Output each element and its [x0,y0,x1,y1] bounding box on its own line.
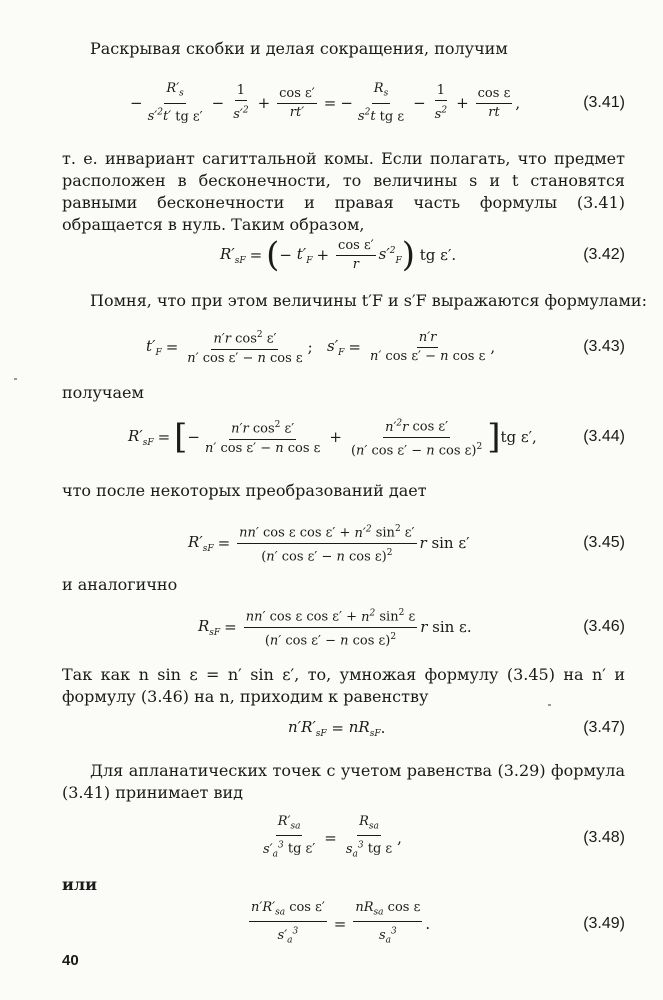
paragraph-multiply: Так как n sin ε = n′ sin ε′, то, умножая формулу (3.45) на n′ и формулу (3.46) на n, приходим к равенству [62,665,625,706]
equation-number: (3.49) [583,915,625,932]
equation-number: (3.44) [583,428,625,445]
paragraph-or: или [62,875,98,894]
page-number: 40 [62,952,79,969]
equation-3-44 [62,412,625,462]
equation-3-49 [62,898,625,950]
margin-mark [14,378,17,380]
equation-3-47 [62,706,625,750]
formula-3-44: $R'_{sF}$ = [ − $\frac{n'r \cos^2 \varepsilon'}{\text{n′ cos ε′ − n cos ε}}$ + $\frac{n'^2r \cos \varepsilon'}{(n' \cos \varepsilon' - n \cos \varepsilon)^2}$ ] tg ε′, [128,412,537,462]
formula-3-48: $\frac{R'_{sa}}{s'_a^3 tg \varepsilon'}$ = $\frac{R_{sa}}{s_a^3 tg \varepsilon}$ , [263,813,402,860]
formula-3-45: $R'_{sF}$ = $\frac{nn' \cos \varepsilon \cos \varepsilon' + n'^2 \sin^2 \varepsilon'}{(n' \cos \varepsilon' - n \cos \varepsilon)^2}$ r sin ε′ [188,518,470,568]
formula-3-47: $n'R'_{sF}$ = $nR_{sF}$ . [288,717,386,739]
formula-3-43: $t'_F$ = $\frac{n'r \cos^2 \varepsilon'}{\text{n′ cos ε′ − n cos ε}}$ ; $s'_F$ = $\frac{n'r}{\text{n′ cos ε′ − n cos ε}}$ , [146,322,495,372]
paragraph-similarly: и аналогично [62,575,178,594]
equation-number: (3.45) [583,534,625,551]
equation-number: (3.42) [583,246,625,263]
equation-3-42 [62,230,625,280]
paragraph-intro: Раскрывая скобки и делая сокращения, получим [90,39,508,58]
equation-3-45 [62,518,625,568]
equation-number: (3.43) [583,338,625,355]
paragraph-obtain: получаем [62,383,144,402]
paragraph-aplanatic: Для апланатических точек с учетом равенства (3.29) формула (3.41) принимает вид [62,761,625,802]
equation-3-46 [62,602,625,652]
equation-3-43 [62,322,625,372]
formula-3-41: − $\frac{R'_s}{s'^2t' tg \varepsilon'}$ − $\frac{1}{s'^2}$ + $\frac{\text{cos ε′}}{rt'}$ = − $\frac{R_s}{s^2t tg \varepsilon}$ − $\frac{1}{s^2}$ + $\frac{\text{cos ε}}{rt}$ , [130,81,521,124]
equation-number: (3.47) [583,719,625,736]
equation-number: (3.41) [583,94,625,111]
formula-3-42: $R'_{sF}$ = ( − $t'_F$ + $\frac{\text{cos ε′}}{r}$ $s'^2_F$ ) tg ε′. [220,235,457,275]
equation-3-41 [62,78,625,128]
formula-3-46: $R_{sF}$ = $\frac{nn' \cos \varepsilon \cos \varepsilon' + n^2 \sin^2 \varepsilon}{(n' \cos \varepsilon' - n \cos \varepsilon)^2}$ r sin ε. [198,602,472,652]
paragraph-invariant: т. е. инвариант сагиттальной комы. Если полагать, что предмет расположен в бесконечности, то величины s и t становятся равными бесконечности и правая часть формулы (3.41) обращается в нуль. Таким образом, [62,149,625,234]
paragraph-after-transform: что после некоторых преобразований дает [62,481,427,500]
equation-number: (3.46) [583,618,625,635]
paragraph-remember: Помня, что при этом величины t′F и s′F выражаются формулами: [90,291,647,310]
equation-3-48 [62,812,625,864]
equation-number: (3.48) [583,829,625,846]
margin-mark [548,704,551,706]
formula-3-49: $\frac{n'R'_{sa} \cos \varepsilon'}{s'_a^3}$ = $\frac{nR_{sa} \cos \varepsilon}{s_a^3}$ . [251,899,431,946]
